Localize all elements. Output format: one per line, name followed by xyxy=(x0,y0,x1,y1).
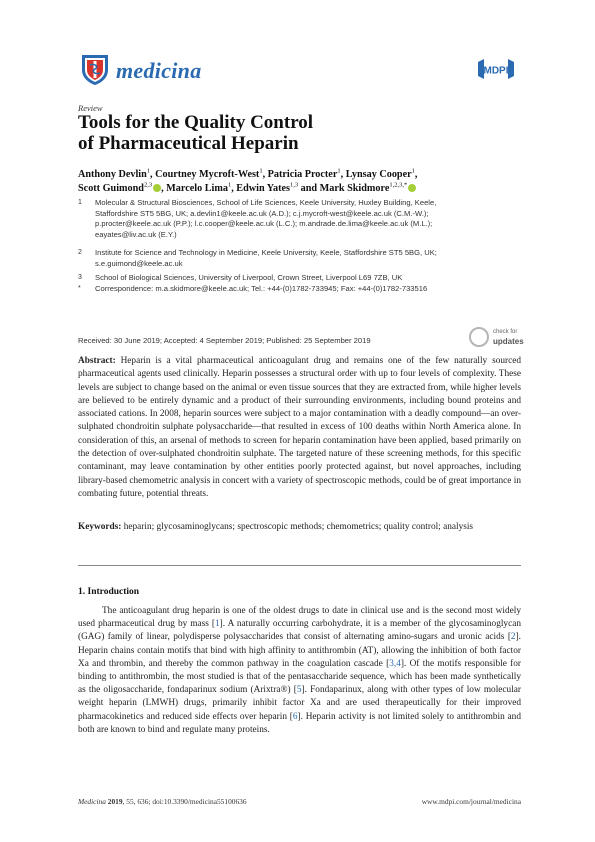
paragraph-text: ]. Heparin chains contain motifs that bind with high affinity to antithrombin (AT), allowing the inhibition of both factor Xa and thrombin, and thereby the common pathway in the coagulation cascade [ xyxy=(78,632,521,669)
author-separator: , xyxy=(231,183,237,194)
affiliation-line: Institute for Science and Technology in Medicine, Keele University, Keele, Staffordshire ST5 5BG, UK; xyxy=(95,248,437,257)
correspondence-line: Correspondence: m.a.skidmore@keele.ac.uk; Tel.: +44-(0)1782-733945; Fax: +44-(0)1782-733516 xyxy=(95,284,428,293)
author-affiliation-sup: 1 xyxy=(337,167,341,175)
title-line-2: of Pharmaceutical Heparin xyxy=(78,132,299,154)
paragraph-text: ]. A naturally occurring carbohydrate, it is a member of the glycosaminoglycan (GAG) family of linear, polydisperse polysaccharides that consist of alternating amino-sugars and uronic acids [ xyxy=(78,619,521,643)
affiliation-number: * xyxy=(78,285,81,292)
author-separator: , xyxy=(262,169,268,180)
journal-logo-icon xyxy=(78,52,112,86)
author-name: Mark Skidmore xyxy=(319,183,390,194)
affiliation-line: School of Biological Sciences, University of Liverpool, Crown Street, Liverpool L69 7ZB, UK xyxy=(95,273,403,282)
affiliation-number: 2 xyxy=(78,249,82,256)
author-affiliation-sup: 2,3 xyxy=(143,181,153,189)
journal-url-link[interactable]: www.mdpi.com/journal/medicina xyxy=(421,797,521,806)
citation-link[interactable]: 2 xyxy=(510,632,516,643)
author-separator: , xyxy=(161,183,167,194)
abstract-label: Abstract: xyxy=(78,356,116,366)
article-title xyxy=(78,113,498,154)
introduction-paragraph xyxy=(78,605,521,737)
affiliation-line: s.e.guimond@keele.ac.uk xyxy=(95,258,183,268)
author-name: Anthony Devlin xyxy=(78,169,147,180)
citation-link[interactable]: 3,4 xyxy=(389,658,401,669)
citation-link[interactable]: 6 xyxy=(292,711,298,722)
article-type: Review xyxy=(78,103,103,113)
paragraph-text: ]. Heparin activity is not limited solely to antithrombin and both are known to bind and regulate many proteins. xyxy=(78,711,521,735)
author-name: Patricia Procter xyxy=(267,169,338,180)
author-name: Lynsay Cooper xyxy=(345,169,412,180)
keywords xyxy=(78,521,521,534)
affiliation-line: Staffordshire ST5 5BG, UK; a.devlin1@keele.ac.uk (A.D.); c.j.mycroft-west@keele.ac.uk (C.M.-W.); xyxy=(95,208,429,218)
section-heading: 1. Introduction xyxy=(78,587,140,597)
author-name: Scott Guimond xyxy=(78,183,144,194)
check-updates-line1: check for xyxy=(493,329,518,335)
author-separator: , xyxy=(340,169,346,180)
mdpi-logo-text: MDPI xyxy=(483,65,509,77)
author-affiliation-sup: 1 xyxy=(259,167,263,175)
keywords-text: heparin; glycosaminoglycans; spectroscopic methods; chemometrics; quality control; analysis xyxy=(123,522,474,532)
author-list xyxy=(78,168,518,196)
section-divider xyxy=(78,565,521,566)
orcid-icon[interactable] xyxy=(408,184,416,192)
author-name: Edwin Yates xyxy=(236,183,290,194)
abstract-text: Heparin is a vital pharmaceutical anticoagulant drug and remains one of the few naturally sourced pharmaceutical agents used clinically. Heparin possesses a structural order with up to four levels of complexity. These levels are subject to change based on the animal or even tissue sources that they are extracted from, while higher levels are believed to be entirely dynamic and a product of their surrounding environments, including bound proteins and associated cations. In 2008, heparin sources were subject to a major contamination with a deadly compound—an over-sulphated chondroitin sulphate polysaccharide—that resulted in excess of 100 deaths within North America alone. In consideration of this, an arsenal of methods to screen for heparin contamination have been applied, based primarily on the detection of over-sulphated chondroitin sulphate. The targeted nature of these screening methods, for this specific contaminant, may leave contamination by other entities poorly protected against, but novel approaches, including library-based chemometric analysis in concert with a variety of spectroscopic methods, could be of great importance in combating future, potential threats. xyxy=(78,356,521,499)
title-line-1: Tools for the Quality Control xyxy=(78,112,314,133)
footer-journal: Medicina xyxy=(78,797,106,806)
keywords-label: Keywords: xyxy=(78,522,122,532)
author-affiliation-sup: 1 xyxy=(227,181,232,189)
publication-dates: Received: 30 June 2019; Accepted: 4 September 2019; Published: 25 September 2019 xyxy=(78,336,371,345)
affiliation-number: 3 xyxy=(78,274,82,281)
orcid-icon[interactable] xyxy=(153,184,161,192)
author-affiliation-sup: 1 xyxy=(411,167,415,175)
author-separator: , xyxy=(414,169,418,180)
check-updates-icon xyxy=(469,327,489,347)
footer-year: 2019 xyxy=(107,797,123,806)
citation-link[interactable]: 5 xyxy=(296,685,302,696)
author-name: Marcelo Lima xyxy=(166,183,228,194)
check-updates-line2: updates xyxy=(493,337,524,346)
journal-name: medicina xyxy=(116,58,202,83)
citation-link[interactable]: 1 xyxy=(215,619,220,630)
author-separator: , xyxy=(150,169,156,180)
abstract xyxy=(78,355,521,501)
paragraph-text: ]. Of the motifs responsible for binding to antithrombin, the most studied is that of the pentasaccharide sequence, which has been made synthetically as the oligosaccharide, fondaparinux sodium (Arixtra®) [ xyxy=(78,658,521,696)
affiliation-number: 1 xyxy=(78,199,82,206)
check-for-updates-badge[interactable] xyxy=(469,325,529,351)
citation-footer xyxy=(78,797,247,806)
mdpi-logo-icon xyxy=(476,58,516,80)
author-affiliation-sup: 1,2,3,* xyxy=(389,181,408,189)
author-affiliation-sup: 1 xyxy=(146,167,151,175)
footer-citation: , 55, 636; doi:10.3390/medicina55100636 xyxy=(122,797,247,806)
affiliation-line: eayates@liv.ac.uk (E.Y.) xyxy=(95,229,177,239)
paragraph-text: ]. Fondaparinux, along with other types of low molecular weight heparin (LMWH) drugs, primarily inhibit factor Xa and are used therapeutically for their improved pharmacokinetics and reduced side effects over heparin [ xyxy=(78,685,522,722)
affiliation-line: Molecular & Structural Biosciences, School of Life Sciences, Keele University, Huxley Building, Keele, xyxy=(95,198,437,207)
author-name: Courtney Mycroft-West xyxy=(155,169,260,180)
author-separator: and xyxy=(298,183,320,194)
author-affiliation-sup: 1,3 xyxy=(289,181,299,189)
paragraph-text: The anticoagulant drug heparin is one of the oldest drugs to date in clinical use and is the second most widely used pharmaceutical drug by mass [ xyxy=(78,606,521,630)
affiliation-line: p.procter@keele.ac.uk (P.P.); l.c.cooper@keele.ac.uk (L.C.); m.andrade.de.lima@keele.ac.uk (M.L.); xyxy=(95,219,433,229)
